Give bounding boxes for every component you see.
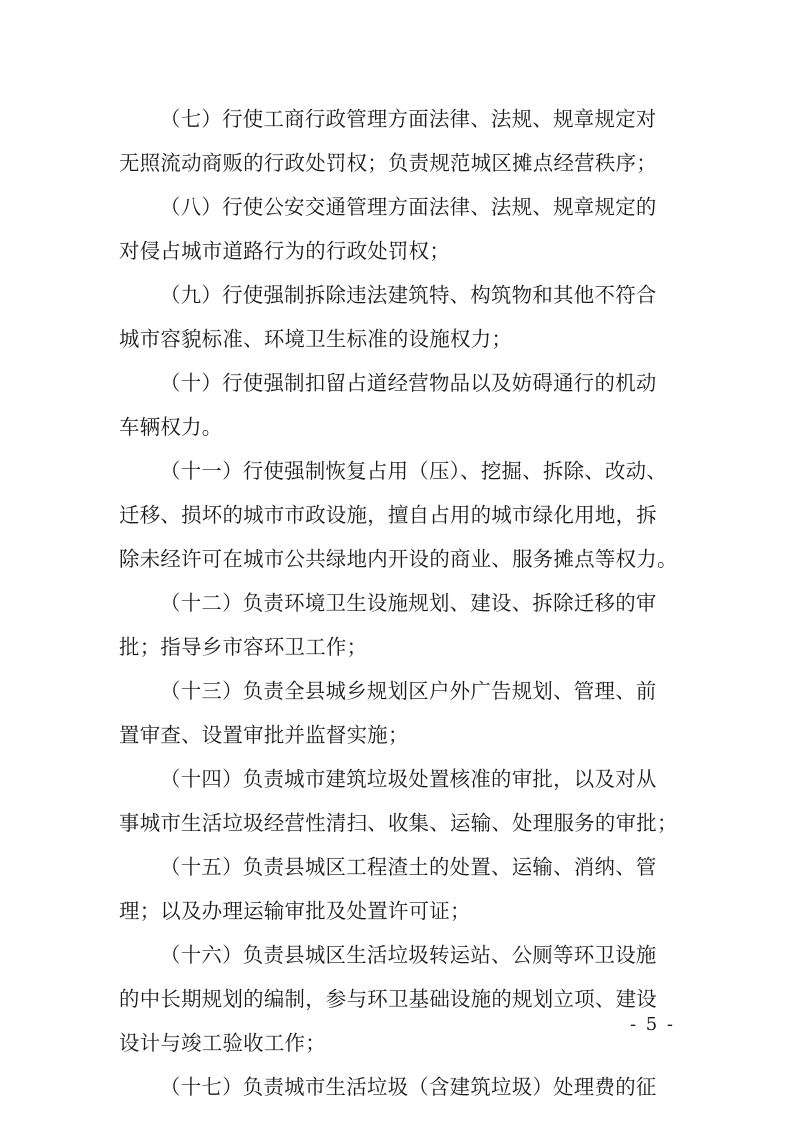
- text-line: 设计与竣工验收工作；: [119, 1031, 326, 1055]
- text-line: （十六）负责县城区生活垃圾转运站、公厕等环卫设施: [160, 943, 657, 967]
- text-line: （七）行使工商行政管理方面法律、法规、规章规定对: [160, 107, 657, 131]
- text-line: 除未经许可在城市公共绿地内开设的商业、服务摊点等权力。: [119, 547, 678, 571]
- text-line: （九）行使强制拆除违法建筑特、构筑物和其他不符合: [160, 283, 657, 307]
- text-line: （十二）负责环境卫生设施规划、建设、拆除迁移的审: [160, 591, 657, 615]
- text-line: 事城市生活垃圾经营性清扫、收集、运输、处理服务的审批；: [119, 811, 678, 835]
- text-line: 对侵占城市道路行为的行政处罚权；: [119, 239, 451, 263]
- text-line: 批；指导乡市容环卫工作；: [119, 635, 368, 659]
- text-line: 车辆权力。: [119, 415, 223, 439]
- text-line: 无照流动商贩的行政处罚权；负责规范城区摊点经营秩序；: [119, 151, 657, 175]
- page-number: - 5 -: [629, 1014, 675, 1035]
- text-line: 城市容貌标准、环境卫生标准的设施权力；: [119, 327, 513, 351]
- text-line: 理；以及办理运输审批及处置许可证；: [119, 899, 471, 923]
- text-line: （十七）负责城市生活垃圾（含建筑垃圾）处理费的征: [160, 1075, 657, 1099]
- text-line: 置审查、设置审批并监督实施；: [119, 723, 409, 747]
- text-line: 迁移、损坏的城市市政设施，擅自占用的城市绿化用地，拆: [119, 503, 657, 527]
- text-line: （十四）负责城市建筑垃圾处置核准的审批，以及对从: [160, 767, 657, 791]
- text-line: （十五）负责县城区工程渣土的处置、运输、消纳、管: [160, 855, 657, 879]
- text-line: （十）行使强制扣留占道经营物品以及妨碍通行的机动: [160, 371, 657, 395]
- text-line: （十三）负责全县城乡规划区户外广告规划、管理、前: [160, 679, 657, 703]
- text-line: （十一）行使强制恢复占用（压）、挖掘、拆除、改动、: [160, 459, 668, 483]
- text-line: （八）行使公安交通管理方面法律、法规、规章规定的: [160, 195, 657, 219]
- text-line: 的中长期规划的编制，参与环卫基础设施的规划立项、建设: [119, 987, 657, 1011]
